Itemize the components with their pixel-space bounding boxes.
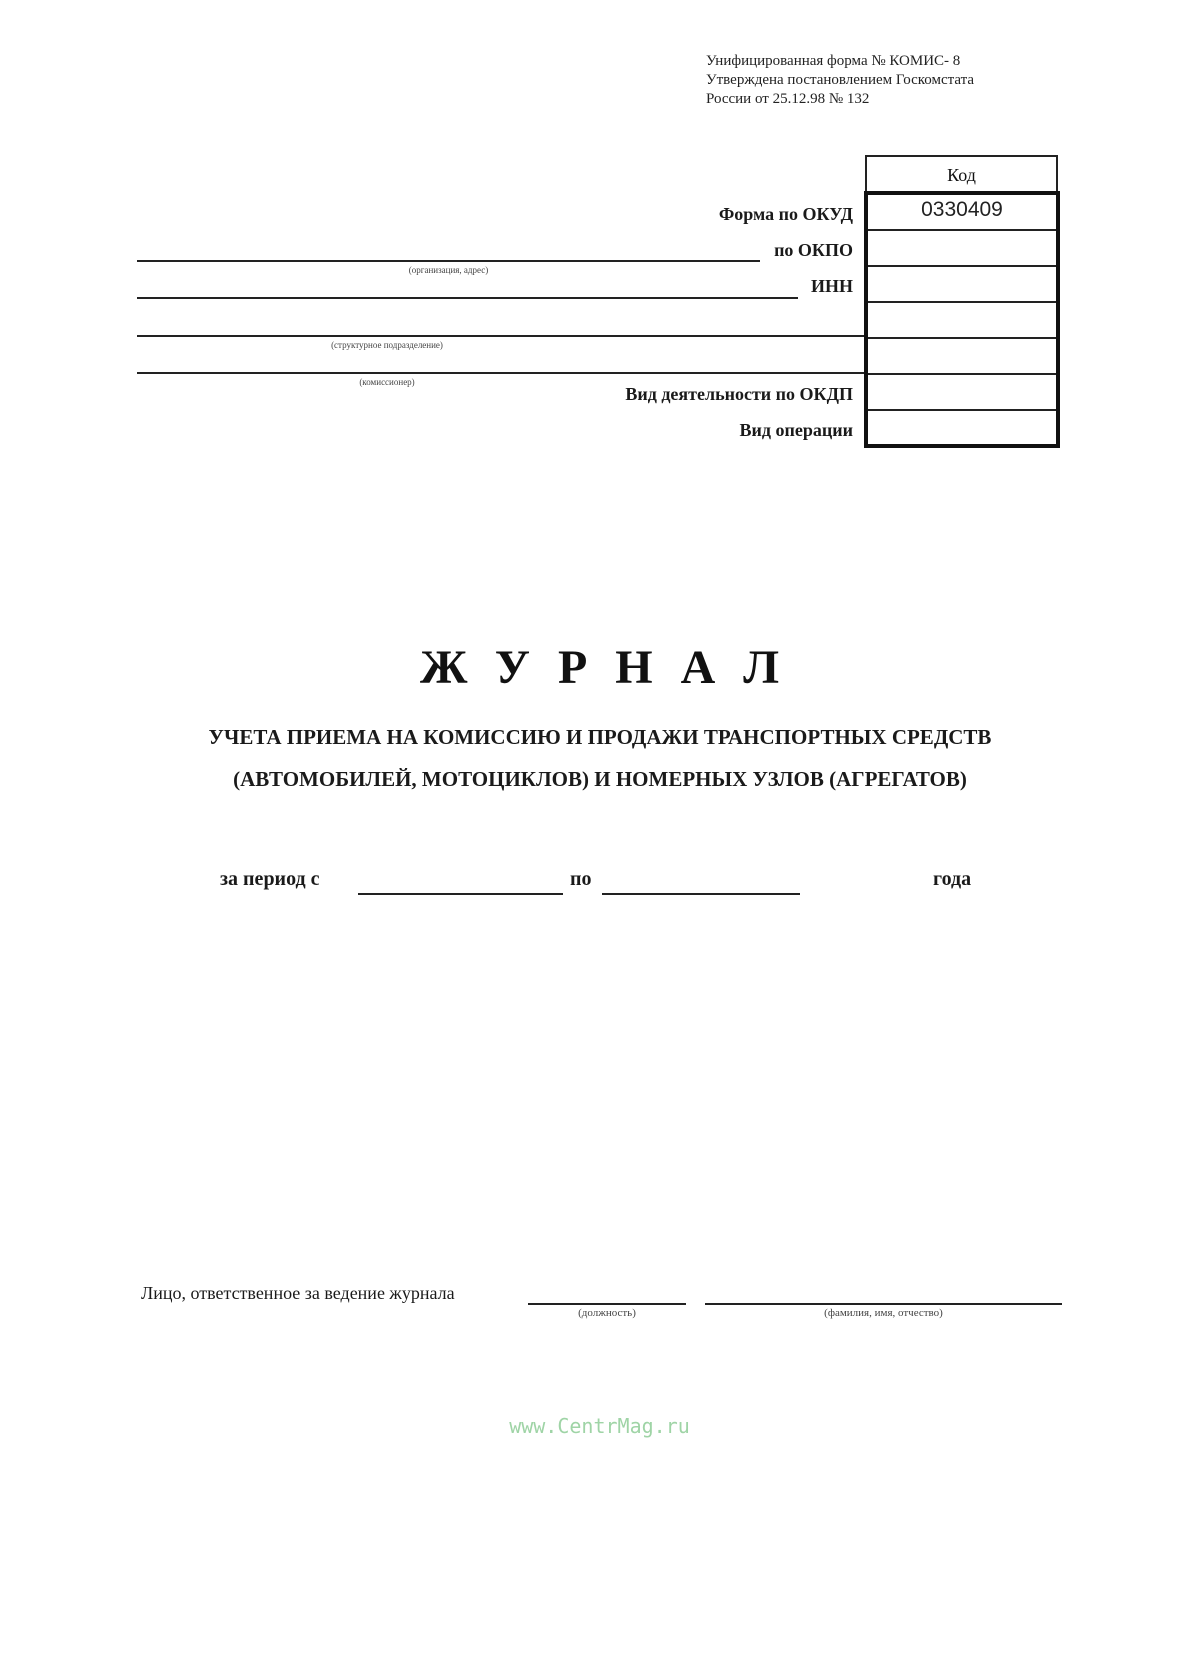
period-to-label: по xyxy=(570,868,592,890)
period-to-field[interactable] xyxy=(602,893,800,895)
okdp-code-cell[interactable] xyxy=(868,375,1056,411)
okdp-label: Вид деятельности по ОКДП xyxy=(625,384,853,404)
position-caption: (должность) xyxy=(578,1307,636,1319)
form-approval-note xyxy=(706,52,974,109)
inn-code-cell[interactable] xyxy=(868,267,1056,303)
organization-caption: (организация, адрес) xyxy=(408,265,489,275)
period-year-label: года xyxy=(933,868,972,890)
okpo-code-cell[interactable] xyxy=(868,231,1056,267)
period-from-field[interactable] xyxy=(358,893,563,895)
commission-agent-caption: (комиссионер) xyxy=(359,377,415,387)
watermark-text: www.CentrMag.ru xyxy=(509,1414,690,1438)
operation-code-cell[interactable] xyxy=(868,411,1056,444)
code-table xyxy=(864,191,1060,448)
division-line[interactable] xyxy=(137,335,864,337)
position-field[interactable] xyxy=(528,1303,686,1305)
approval-line-form: Унифицированная форма № КОМИС- 8 xyxy=(706,53,961,69)
okud-label: Форма по ОКУД xyxy=(718,204,853,224)
organization-line-2[interactable] xyxy=(137,297,798,299)
journal-subtitle-line-2: (АВТОМОБИЛЕЙ, МОТОЦИКЛОВ) И НОМЕРНЫХ УЗЛОВ (АГРЕГАТОВ) xyxy=(233,767,967,791)
okud-code-cell[interactable]: 0330409 xyxy=(868,195,1056,231)
approval-line-date: России от 25.12.98 № 132 xyxy=(706,91,870,107)
period-from-label: за период с xyxy=(220,868,320,890)
full-name-field[interactable] xyxy=(705,1303,1062,1305)
okpo-label: по ОКПО xyxy=(774,240,853,260)
commission-agent-code-cell[interactable] xyxy=(868,339,1056,375)
division-caption: (структурное подразделение) xyxy=(331,340,443,350)
commission-agent-line[interactable] xyxy=(137,372,864,374)
code-column-header: Код xyxy=(865,155,1058,191)
inn-label: ИНН xyxy=(810,276,853,296)
organization-line[interactable] xyxy=(137,260,760,262)
full-name-caption: (фамилия, имя, отчество) xyxy=(824,1307,943,1319)
responsible-person-label: Лицо, ответственное за ведение журнала xyxy=(141,1283,455,1303)
approval-line-approved: Утверждена постановлением Госкомстата xyxy=(706,72,975,88)
operation-label: Вид операции xyxy=(739,420,853,440)
journal-subtitle-line-1: УЧЕТА ПРИЕМА НА КОМИССИЮ И ПРОДАЖИ ТРАНСПОРТНЫХ СРЕДСТВ xyxy=(208,725,992,749)
division-code-cell[interactable] xyxy=(868,303,1056,339)
journal-title: ЖУРНАЛ xyxy=(419,641,808,694)
